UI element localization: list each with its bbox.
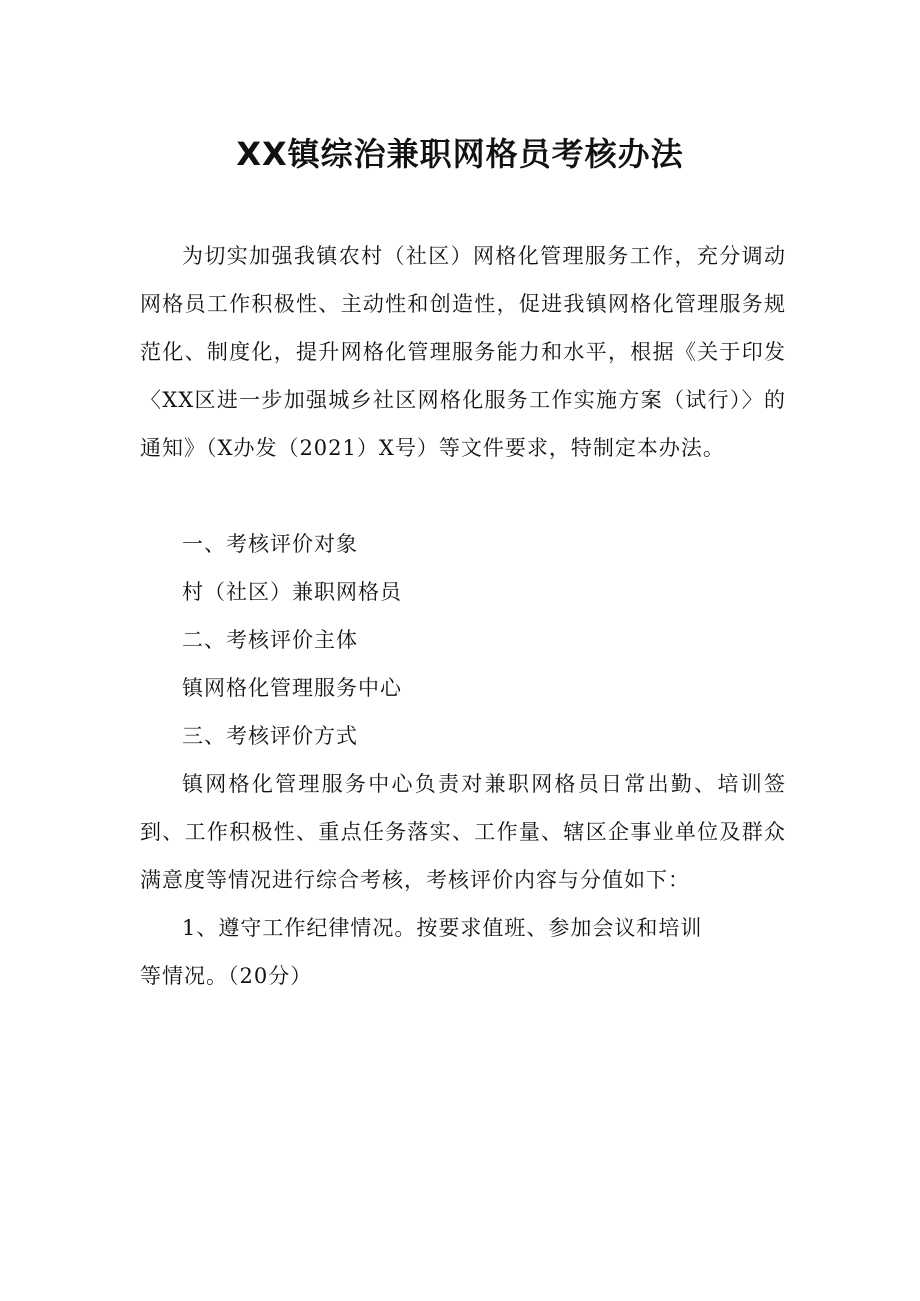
intro-paragraph: 为切实加强我镇农村（社区）网格化管理服务工作，充分调动网格员工作积极性、主动性和创造性，促进我镇网格化管理服务规范化、制度化，提升网格化管理服务能力和水平，根据《关于印发〈XX区进一步加强城乡社区网格化服务工作实施方案（试行）〉的通知》（X办发（2021）X号）等文件要求，特制定本办法。	[140, 244, 786, 460]
section-2-content: 镇网格化管理服务中心	[182, 676, 402, 700]
document-body	[140, 232, 786, 472]
item-1-line-1: 1、遵守工作纪律情况。按要求值班、参加会议和培训	[182, 916, 703, 940]
section-1-heading: 一、考核评价对象	[182, 532, 358, 556]
section-3-heading: 三、考核评价方式	[182, 724, 358, 748]
section-3-content: 镇网格化管理服务中心负责对兼职网格员日常出勤、培训签到、工作积极性、重点任务落实、工作量、辖区企事业单位及群众满意度等情况进行综合考核，考核评价内容与分值如下：	[140, 772, 786, 892]
item-1-line-2: 等情况。（20分）	[140, 964, 313, 988]
sections	[140, 520, 786, 1000]
document-title: XX镇综治兼职网格员考核办法	[236, 135, 684, 173]
section-1-content: 村（社区）兼职网格员	[182, 580, 402, 604]
section-2-heading: 二、考核评价主体	[182, 628, 358, 652]
